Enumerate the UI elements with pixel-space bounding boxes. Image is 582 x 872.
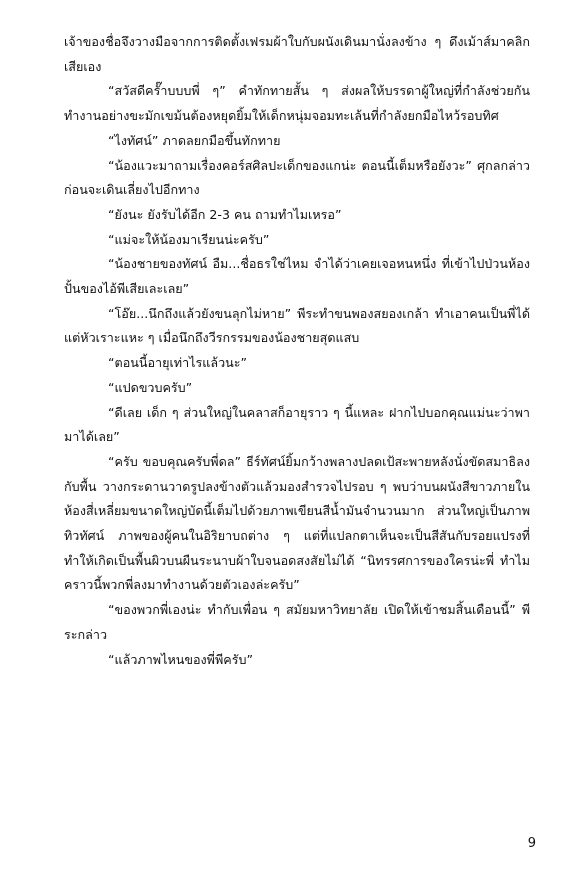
paragraph: “แม่จะให้น้องมาเรียนน่ะครับ” [108,231,270,247]
paragraph: “โอ๊ย...นึกถึงแล้วยังขนลุกไม่หาย” พีระทำขนพองสยองเกล้า ทำเอาคนเป็นพี่ได้แต่หัวเราะแหะ ๆ เมื่อนึกถึงวีรกรรมของน้องชายสุดแสบ [64,305,530,346]
paragraph: “ครับ ขอบคุณครับพี่ดล” ธีร์ทัศน์ยิ้มกว้างพลางปลดเป้สะพายหลังนั่งขัดสมาธิลงกับพื้น วางกระดานวาดรูปลงข้างตัวแล้วมองสำรวจไปรอบ ๆ พบว่าบนผนังสีขาวภายในห้องสี่เหลี่ยมขนาดใหญ่บัดนี้เต็มไปด้วยภาพเขียนสีน้ำมันจำนวนมาก ส่วนใหญ่เป็นภาพทิวทัศน์ ภาพของผู้คนในอิริยาบถต่าง ๆ แต่ที่แปลกตาเห็นจะเป็นสีสันกับรอยแปรงที่ทำให้เกิดเป็นพื้นผิวบนผืนระนาบผ้าใบจนอดสงสัยไม่ได้ “นิทรรศการของใครน่ะพี่ ทำไมคราวนี้พวกพี่ลงมาทำงานด้วยตัวเองล่ะครับ” [64,453,530,593]
paragraph: เจ้าของชื่อจึงวางมือจากการติดตั้งเฟรมผ้าใบกับผนังเดินมานั่งลงข้าง ๆ ดึงเม้าส์มาคลิกเสียเอง [64,34,530,74]
paragraph: “แปดขวบครับ” [108,379,193,395]
paragraph: “น้องชายของทัศน์ อืม...ชื่อธรใช่ไหม จำได้ว่าเคยเจอหนหนึ่ง ที่เข้าไปป่วนห้องปั้นของไอ้พีเสียเละเลย” [64,256,530,297]
paragraph: “ของพวกพี่เองน่ะ ทำกับเพื่อน ๆ สมัยมหาวิทยาลัย เปิดให้เข้าชมสิ้นเดือนนี้” พีระกล่าว [64,602,530,642]
page-number: 9 [527,836,536,851]
paragraph: “ไงทัศน์” ภาดลยกมือขึ้นทักทาย [108,132,281,148]
paragraph: “สวัสดีครั๊าบบบพี่ ๆ” คำทักทายสั้น ๆ ส่งผลให้บรรดาผู้ใหญ่ที่กำลังช่วยกันทำงานอย่างขะมักเขม้นต้องหยุดยิ้มให้เด็กหนุ่มจอมทะเล้นที่กำลังยกมือไหว้รอบทิศ [64,83,530,124]
paragraph: “แล้วภาพไหนของพี่พีครับ” [108,651,253,667]
paragraph: “ยังนะ ยังรับได้อีก 2-3 คน ถามทำไมเหรอ” [108,206,342,222]
paragraph: “น้องแวะมาถามเรื่องคอร์สศิลปะเด็กของแกน่ะ ตอนนี้เต็มหรือยังวะ” ศุกลกล่าวก่อนจะเดินเลี่ยงไปอีกทาง [64,157,530,198]
body-text [64,30,530,672]
paragraph: “ตอนนี้อายุเท่าไรแล้วนะ” [108,355,248,371]
paragraph: “ดีเลย เด็ก ๆ ส่วนใหญ่ในคลาสก็อายุราว ๆ นี้แหละ ฝากไปบอกคุณแม่นะว่าพามาได้เลย” [64,404,530,445]
